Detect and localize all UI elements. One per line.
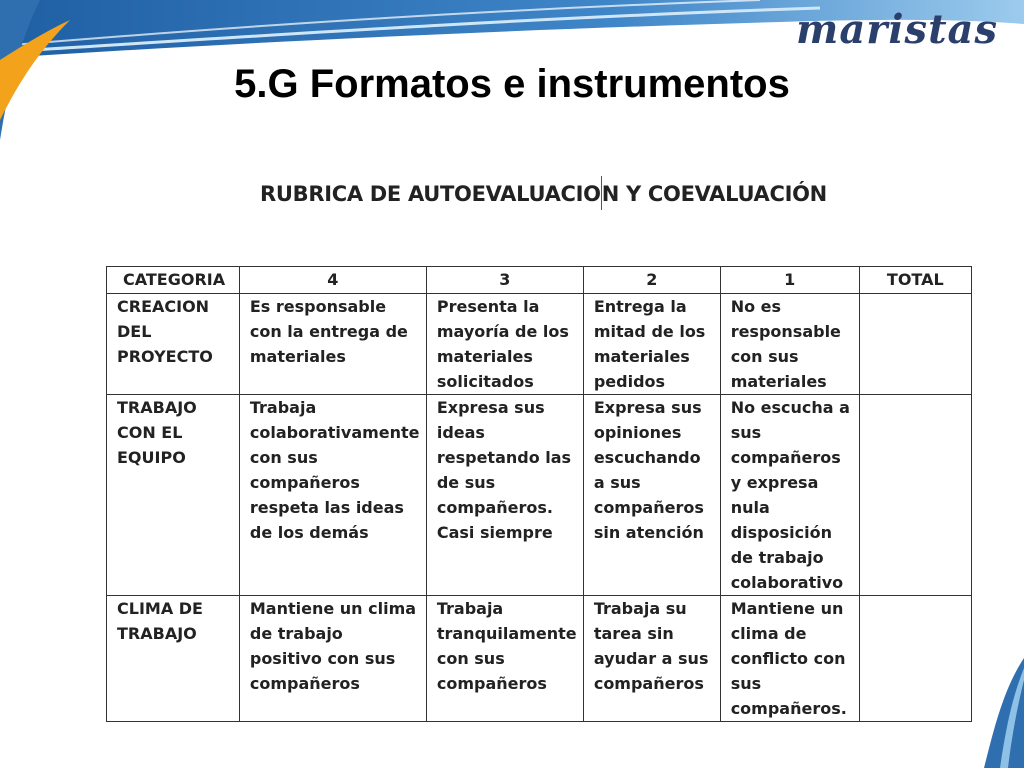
cell-score-1: No escucha a sus compañeros y expresa nula disposición de trabajo colaborativo bbox=[720, 395, 859, 596]
row-category: CLIMA DE TRABAJO bbox=[107, 596, 240, 722]
slide-title: 5.G Formatos e instrumentos bbox=[234, 62, 790, 106]
cell-score-3: Trabaja tranquilamente con sus compañeros bbox=[426, 596, 583, 722]
row-category: CREACION DEL PROYECTO bbox=[107, 294, 240, 395]
header-3: 3 bbox=[426, 267, 583, 294]
cell-score-2: Expresa sus opiniones escuchando a sus compañeros sin atención bbox=[583, 395, 720, 596]
cell-total bbox=[859, 596, 971, 722]
row-category: TRABAJO CON EL EQUIPO bbox=[107, 395, 240, 596]
table-row bbox=[107, 395, 972, 596]
rubric-title-part-1: RUBRICA DE AUTOEVALUACIO bbox=[260, 182, 601, 206]
cell-score-2: Trabaja su tarea sin ayudar a sus compañeros bbox=[583, 596, 720, 722]
cell-score-2: Entrega la mitad de los materiales pedidos bbox=[583, 294, 720, 395]
left-decorative-curve bbox=[0, 0, 120, 768]
header-categoria: CATEGORIA bbox=[107, 267, 240, 294]
cell-total bbox=[859, 395, 971, 596]
cell-score-1: Mantiene un clima de conflicto con sus compañeros. bbox=[720, 596, 859, 722]
cell-score-4: Trabaja colaborativamente con sus compañeros respeta las ideas de los demás bbox=[239, 395, 426, 596]
table-header-row bbox=[107, 267, 972, 294]
cell-total bbox=[859, 294, 971, 395]
cell-score-1: No es responsable con sus materiales bbox=[720, 294, 859, 395]
cell-score-4: Es responsable con la entrega de materiales bbox=[239, 294, 426, 395]
rubric-title bbox=[260, 176, 827, 210]
header-total: TOTAL bbox=[859, 267, 971, 294]
table-row bbox=[107, 596, 972, 722]
rubric-table bbox=[106, 266, 972, 722]
header-2: 2 bbox=[583, 267, 720, 294]
bottom-right-decorative-swoosh bbox=[964, 658, 1024, 768]
rubric-title-part-2: N Y COEVALUACIÓN bbox=[601, 182, 827, 206]
cell-score-3: Expresa sus ideas respetando las de sus compañeros. Casi siempre bbox=[426, 395, 583, 596]
header-4: 4 bbox=[239, 267, 426, 294]
cell-score-3: Presenta la mayoría de los materiales solicitados bbox=[426, 294, 583, 395]
header-1: 1 bbox=[720, 267, 859, 294]
table-row bbox=[107, 294, 972, 395]
maristas-logo: maristas bbox=[796, 6, 998, 53]
cell-score-4: Mantiene un clima de trabajo positivo con sus compañeros bbox=[239, 596, 426, 722]
